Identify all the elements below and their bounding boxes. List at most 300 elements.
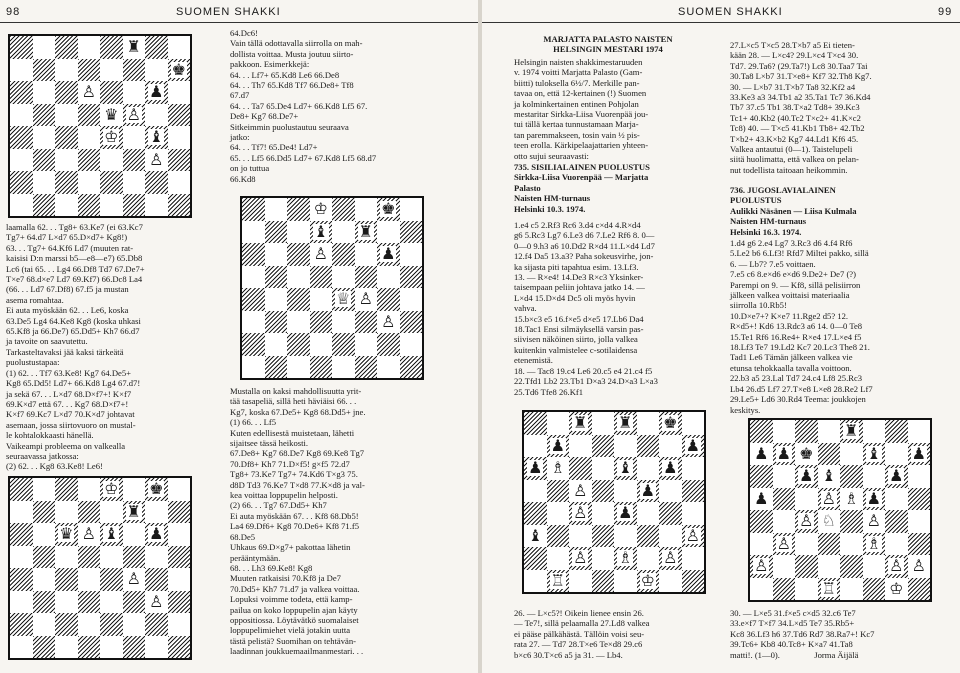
text-line: Kg8 65.Dd5! Ld7+ 66.Kd8 Lg4 67.d7! — [6, 378, 141, 389]
text-line: (2) 62. . . Kg8 63.Ke8! Le6! — [6, 461, 103, 472]
board-square-d8 — [78, 478, 101, 501]
board-square-b5 — [547, 480, 570, 503]
text-line: kuitenkin valmistelee c-sotilaidensa — [514, 344, 638, 355]
board-square-c7 — [55, 59, 78, 82]
board-square-e7 — [332, 221, 355, 244]
board-square-h5 — [400, 266, 423, 289]
board-square-h7 — [400, 221, 423, 244]
text-line: 64. . . Th7 65.Kd8 Tf7 66.De8+ Tf8 — [230, 80, 354, 91]
diagram-right-2 — [748, 418, 932, 602]
board-square-c2 — [795, 555, 818, 578]
board-square-g2 — [145, 171, 168, 194]
board-square-d2 — [78, 171, 101, 194]
board-square-c1 — [55, 194, 78, 217]
board-square-a3 — [10, 149, 33, 172]
board-square-c5 — [55, 104, 78, 127]
board-square-a5 — [524, 480, 547, 503]
board-square-f6 — [123, 523, 146, 546]
text-line: (2) 66. . . Tg7 67.Dd5+ Kh7 — [230, 500, 327, 511]
text-line: Helsinki 10.3. 1974. — [514, 203, 586, 214]
chess-piece-icon: ♙ — [358, 289, 373, 309]
running-title-left: SUOMEN SHAKKI — [176, 6, 281, 18]
board-square-d2 — [78, 613, 101, 636]
board-square-a2 — [10, 613, 33, 636]
board-square-h3 — [168, 149, 191, 172]
board-square-b3 — [33, 591, 56, 614]
text-line: ei pääse pälkähästä. Tällöin voisi seu- — [514, 628, 645, 639]
board-square-d4 — [78, 126, 101, 149]
text-line: Lopuksi voimme todeta, että kamp- — [230, 594, 353, 605]
board-square-e2 — [100, 171, 123, 194]
board-square-e7 — [840, 443, 863, 466]
board-square-g3 — [377, 311, 400, 334]
text-line: 18.Lf3 Te7 19.Ld2 Kc7 20.Lc3 The8 21. — [730, 342, 870, 353]
board-square-c3 — [287, 311, 310, 334]
chess-piece-icon: ♗ — [866, 533, 881, 553]
board-square-g7 — [145, 59, 168, 82]
board-square-c8 — [795, 420, 818, 443]
chess-piece-icon: ♚ — [381, 199, 396, 219]
board-square-d1 — [310, 356, 333, 379]
board-square-e8 — [100, 478, 123, 501]
board-square-a8 — [10, 478, 33, 501]
board-square-b5 — [33, 104, 56, 127]
text-line: siitä huolimatta, että valkea on pelan- — [730, 154, 859, 165]
board-square-d8 — [818, 420, 841, 443]
board-square-h4 — [400, 288, 423, 311]
text-line: Tarkasteltavaksi jää kaksi tärkeätä — [6, 346, 124, 357]
board-square-e8 — [614, 412, 637, 435]
board-square-g6 — [885, 465, 908, 488]
board-square-c1 — [569, 570, 592, 593]
board-square-g8 — [145, 478, 168, 501]
chess-piece-icon: ♙ — [911, 556, 926, 576]
board-square-a1 — [10, 636, 33, 659]
board-square-a2 — [750, 555, 773, 578]
text-line: puolustustapaa: — [6, 357, 60, 368]
board-square-b8 — [547, 412, 570, 435]
board-square-h6 — [168, 81, 191, 104]
board-square-g5 — [377, 266, 400, 289]
board-square-b6 — [265, 243, 288, 266]
board-square-e8 — [332, 198, 355, 221]
board-square-f5 — [355, 266, 378, 289]
board-square-c2 — [55, 613, 78, 636]
board-square-g5 — [145, 104, 168, 127]
board-square-c7 — [55, 501, 78, 524]
board-square-g4 — [885, 510, 908, 533]
board-square-a3 — [750, 533, 773, 556]
board-square-h2 — [908, 555, 931, 578]
board-square-b4 — [773, 510, 796, 533]
board-square-d3 — [78, 149, 101, 172]
game-736-moves — [730, 238, 954, 415]
board-square-c6 — [569, 457, 592, 480]
text-line: Sitkeimmin puolustautuu seuraava — [230, 121, 349, 132]
chess-piece-icon: ♛ — [59, 524, 74, 544]
chess-piece-icon: ♚ — [171, 59, 186, 79]
text-line: 22.b3 a5 23.Lal Td7 24.c4 Lf8 25.Rc3 — [730, 373, 863, 384]
text-line: kään 28. — L×c4? 29.L×c4 T×c4 30. — [730, 50, 859, 61]
board-square-c3 — [795, 533, 818, 556]
text-line: 68. . . Lh3 69.Ke8! Kg8 — [230, 562, 313, 573]
board-square-a5 — [750, 488, 773, 511]
board-square-f8 — [863, 420, 886, 443]
text-line: siirrolla 10.Rb5! — [730, 300, 787, 311]
board-square-h4 — [168, 126, 191, 149]
board-square-d4 — [592, 502, 615, 525]
text-line: Vaikeampi probleema on valkealla — [6, 440, 126, 451]
board-square-e5 — [100, 546, 123, 569]
chess-piece-icon: ♙ — [149, 149, 164, 169]
chess-piece-icon: ♜ — [618, 413, 633, 433]
board-square-d1 — [818, 578, 841, 601]
chess-piece-icon: ♔ — [313, 199, 328, 219]
left-col1-text — [6, 222, 224, 472]
board-square-g7 — [885, 443, 908, 466]
text-line: jälkeen valkea voittaisi materiaalia — [730, 290, 850, 301]
chess-piece-icon: ♟ — [754, 443, 769, 463]
board-square-b1 — [33, 636, 56, 659]
chess-piece-icon: ♗ — [550, 458, 565, 478]
board-square-a8 — [242, 198, 265, 221]
board-square-h2 — [168, 613, 191, 636]
board-square-d7 — [592, 435, 615, 458]
chess-piece-icon: ♙ — [889, 556, 904, 576]
board-square-e1 — [332, 356, 355, 379]
board-square-b2 — [547, 547, 570, 570]
board-square-d5 — [592, 480, 615, 503]
chess-piece-icon: ♟ — [889, 466, 904, 486]
text-line: 65.Kf8 ja 66.De7) 65.Dd5+ Kh7 66.d7 — [6, 326, 140, 337]
board-square-h6 — [400, 243, 423, 266]
board-square-d5 — [78, 104, 101, 127]
board-square-h7 — [168, 501, 191, 524]
text-line: 64. . . Lf7+ 65.Kd8 Le6 66.De8 — [230, 69, 340, 80]
text-line: 6. — Lb7? 7.e5 voittaen. — [730, 258, 816, 269]
board-square-e1 — [840, 578, 863, 601]
game-735-heading — [514, 162, 710, 214]
text-line: 69.K×d7 että 67. . . Kg7 68.D×f7+! — [6, 398, 129, 409]
chess-piece-icon: ♟ — [381, 244, 396, 264]
board-square-d6 — [310, 243, 333, 266]
board-square-b3 — [547, 525, 570, 548]
game-735-conclusion — [730, 40, 954, 175]
text-line: perääntymään. — [230, 552, 281, 563]
text-line: K×f7 69.Kc7 L×d7 70.K×d7 johtavat — [6, 409, 135, 420]
board-square-d4 — [818, 510, 841, 533]
board-square-h8 — [908, 420, 931, 443]
chess-piece-icon: ♜ — [844, 421, 859, 441]
board-square-g8 — [377, 198, 400, 221]
text-line: 736. JUGOSLAVIALAINEN — [730, 185, 836, 195]
board-square-c5 — [287, 266, 310, 289]
board-square-b6 — [33, 81, 56, 104]
board-square-d2 — [818, 555, 841, 578]
board-square-a6 — [242, 243, 265, 266]
chess-piece-icon: ♜ — [126, 37, 141, 57]
board-square-f1 — [355, 356, 378, 379]
text-line: d8D Td3 76.Ke7 T×d8 77.K×d8 ja val- — [230, 479, 365, 490]
chess-piece-icon: ♚ — [799, 443, 814, 463]
text-line: PUOLUSTUS — [730, 195, 782, 206]
board-square-e6 — [840, 465, 863, 488]
board-square-e4 — [100, 126, 123, 149]
board-square-f4 — [123, 568, 146, 591]
text-line: laamalla 62. . . Tg8+ 63.Ke7 (ei 63.Kc7 — [6, 222, 143, 232]
chess-piece-icon: ♝ — [821, 466, 836, 486]
right-page — [482, 0, 960, 673]
text-line: L×d4 15.D×d4 Dc5 oli myös hyvin — [514, 292, 636, 303]
board-square-c3 — [55, 591, 78, 614]
board-square-g6 — [145, 81, 168, 104]
text-line: 67.De8+ Kg7 68.De7 Kg8 69.Ke8 Tg7 — [230, 448, 365, 459]
board-square-a3 — [524, 525, 547, 548]
chess-piece-icon: ♗ — [844, 488, 859, 508]
text-line: Tg7+ 64.d7 L×d7 65.D×d7+ Kg8!) — [6, 232, 128, 243]
text-line: 27.L×c5 T×c5 28.T×b7 a5 Ei tieten- — [730, 40, 855, 50]
chess-piece-icon: ♔ — [640, 570, 655, 590]
board-square-a5 — [10, 104, 33, 127]
board-square-g3 — [659, 525, 682, 548]
text-line: vahva. — [514, 303, 537, 314]
text-line: Helsinki 16.3. 1974. — [730, 226, 802, 237]
board-square-a7 — [10, 59, 33, 82]
text-line: R×d5+! Kd6 13.Rdc3 a6 14. 0—0 Te8 — [730, 321, 863, 332]
board-square-e3 — [100, 149, 123, 172]
text-line: kea voittaa loppupelin helposti. — [230, 490, 338, 501]
board-square-h8 — [400, 198, 423, 221]
text-line: Palasto — [514, 182, 541, 193]
article-intro — [514, 57, 710, 161]
board-square-a5 — [242, 266, 265, 289]
text-line: Tc1+ 40.Kb2 (40.Tc2 T×c2+ 41.K×c2 — [730, 112, 861, 123]
text-line: Tad1 Le6 Tämän jälkeen valkea vie — [730, 352, 853, 363]
chess-piece-icon: ♙ — [776, 533, 791, 553]
board-square-f6 — [355, 243, 378, 266]
chess-piece-icon: ♙ — [754, 556, 769, 576]
text-line: 64. . . Ta7 65.De4 Ld7+ 66.Kd8 Lf5 67. — [230, 100, 368, 111]
text-line: 63. . . Tg7+ 64.Kf6 Ld7 (muuten rat- — [6, 242, 134, 253]
board-square-a8 — [10, 36, 33, 59]
board-square-f3 — [637, 525, 660, 548]
board-square-h3 — [682, 525, 705, 548]
board-square-d3 — [592, 525, 615, 548]
board-square-c6 — [55, 81, 78, 104]
board-square-a1 — [10, 194, 33, 217]
board-square-c4 — [795, 510, 818, 533]
text-line: La4 69.Df6+ Kg8 70.De6+ Kf8 71.f5 — [230, 521, 360, 532]
board-square-g3 — [885, 533, 908, 556]
board-square-d4 — [310, 288, 333, 311]
text-line: Lb4 26.d5 Lf7 27.T×e8 L×e8 28.Re2 Lf7 — [730, 383, 873, 394]
board-square-a2 — [242, 333, 265, 356]
board-square-d7 — [818, 443, 841, 466]
text-line: tää tasapeliä, sillä heti häviäisi 66. . . — [230, 396, 357, 407]
diagram-right-1 — [522, 410, 706, 594]
text-line: ja tavoite on saavutettu. — [6, 336, 88, 347]
page-number-right: 99 — [938, 6, 953, 18]
board-square-f5 — [637, 480, 660, 503]
text-line: Aulikki Näsänen — Liisa Kulmala — [730, 205, 857, 216]
text-line: 1.d4 g6 2.e4 Lg7 3.Rc3 d6 4.f4 Rf6 — [730, 238, 853, 248]
board-square-h3 — [168, 591, 191, 614]
board-square-a4 — [242, 288, 265, 311]
text-line: jatko: — [230, 132, 250, 143]
text-line: Naisten HM-turnaus — [514, 193, 591, 204]
header-rule-right — [482, 22, 960, 23]
board-square-e5 — [332, 266, 355, 289]
chess-piece-icon: ♙ — [126, 569, 141, 589]
text-line: 33.Ke3 a3 34.Tb1 a2 35.Ta1 Tc7 36.Kd4 — [730, 92, 871, 103]
board-square-d1 — [78, 636, 101, 659]
board-square-b3 — [773, 533, 796, 556]
board-square-a6 — [524, 457, 547, 480]
board-square-h8 — [168, 36, 191, 59]
board-square-e2 — [840, 555, 863, 578]
board-square-f2 — [355, 333, 378, 356]
board-square-g7 — [377, 221, 400, 244]
board-square-e3 — [332, 311, 355, 334]
board-square-f5 — [123, 104, 146, 127]
chess-piece-icon: ♟ — [149, 82, 164, 102]
board-square-h3 — [400, 311, 423, 334]
board-square-c8 — [55, 36, 78, 59]
chess-piece-icon: ♙ — [381, 311, 396, 331]
board-square-b1 — [773, 578, 796, 601]
board-square-d6 — [78, 523, 101, 546]
board-square-f2 — [637, 547, 660, 570]
board-square-d6 — [818, 465, 841, 488]
board-square-b7 — [265, 221, 288, 244]
chess-piece-icon: ♙ — [573, 503, 588, 523]
board-square-e6 — [100, 81, 123, 104]
board-square-h4 — [168, 568, 191, 591]
board-square-g4 — [145, 568, 168, 591]
board-square-a6 — [10, 523, 33, 546]
chess-piece-icon: ♚ — [663, 413, 678, 433]
board-square-h5 — [168, 104, 191, 127]
board-square-c6 — [287, 243, 310, 266]
board-square-h1 — [908, 578, 931, 601]
text-line: Naisten HM-turnaus — [730, 216, 807, 227]
board-square-e4 — [840, 510, 863, 533]
board-square-h8 — [682, 412, 705, 435]
board-square-g6 — [659, 457, 682, 480]
text-line: Td7. 29.Ta6? (29.Ta7!) Lc8 30.Taa7 Tai — [730, 60, 868, 71]
chess-piece-icon: ♜ — [573, 413, 588, 433]
board-square-e4 — [332, 288, 355, 311]
board-square-h6 — [908, 465, 931, 488]
chess-piece-icon: ♙ — [821, 488, 836, 508]
board-square-g7 — [659, 435, 682, 458]
chess-piece-icon: ♔ — [104, 479, 119, 499]
text-line: (1) 62. . . Tf7 63.Ke8! Kg7 64.De5+ — [6, 367, 131, 378]
board-square-g1 — [145, 636, 168, 659]
left-col2-top-text — [230, 28, 470, 184]
board-square-g2 — [145, 613, 168, 636]
board-square-h1 — [400, 356, 423, 379]
text-line: mestaritar Sirkka-Liisa Vuorenpää jou- — [514, 109, 649, 120]
board-square-c1 — [55, 636, 78, 659]
board-square-g8 — [659, 412, 682, 435]
text-line: 15.b×c3 e5 16.f×e5 d×e5 17.Lb6 Da4 — [514, 313, 644, 324]
text-line: 15.Te1 Rf6 16.Re4+ R×e4 17.L×e4 f5 — [730, 331, 862, 342]
board-square-a7 — [242, 221, 265, 244]
board-square-g7 — [145, 501, 168, 524]
board-square-f8 — [123, 478, 146, 501]
chess-piece-icon: ♟ — [663, 458, 678, 478]
text-line: g6 5.Rc3 Lg7 6.Le3 d6 7.Le2 Rf6 8. 0— — [514, 230, 655, 241]
board-square-e3 — [840, 533, 863, 556]
board-square-f8 — [637, 412, 660, 435]
text-line: T×e7 68.d×e7 Ld7 69.Kf7) 66.Dc8 La4 — [6, 274, 143, 285]
chess-piece-icon: ♘ — [821, 511, 836, 531]
text-line: 33.e×f7 T×f7 34.L×d5 Te7 35.Rb5+ — [730, 618, 855, 629]
board-square-g2 — [659, 547, 682, 570]
board-square-d7 — [78, 59, 101, 82]
chess-piece-icon: ♟ — [550, 435, 565, 455]
text-line: taisempaan peliin johtava jatko 14. — — [514, 282, 645, 293]
board-square-b5 — [773, 488, 796, 511]
board-square-g5 — [885, 488, 908, 511]
chess-piece-icon: ♙ — [81, 82, 96, 102]
text-line: rata 27. — Td7 28.T×e6 Te×d8 29.c6 — [514, 639, 643, 650]
board-square-b6 — [33, 523, 56, 546]
board-square-c1 — [795, 578, 818, 601]
chess-piece-icon: ♛ — [104, 104, 119, 124]
board-square-e1 — [614, 570, 637, 593]
board-square-f3 — [123, 149, 146, 172]
board-square-g4 — [659, 502, 682, 525]
board-square-f2 — [863, 555, 886, 578]
article-title: MARJATTA PALASTO NAISTEN HELSINGIN MESTARI 1974 — [543, 34, 675, 55]
text-line: 67.d7 — [230, 90, 250, 101]
board-square-h6 — [168, 523, 191, 546]
text-line: 30. — L×e5 31.f×e5 c×d5 32.c6 Te7 — [730, 608, 856, 618]
board-square-c7 — [795, 443, 818, 466]
text-line: tavaa on, että 12-kertainen (!) Suomen — [514, 88, 647, 99]
chess-piece-icon: ♟ — [754, 488, 769, 508]
text-line: oppositiossa. Löytävätkö suomalaiset — [230, 614, 359, 625]
text-line: v. 1974 voitti Marjatta Palasto (Gam- — [514, 67, 643, 78]
text-line: teen erolla. Kärkipelaajattarien yhteen- — [514, 140, 649, 151]
board-square-d7 — [310, 221, 333, 244]
board-square-g1 — [145, 194, 168, 217]
board-square-e8 — [100, 36, 123, 59]
board-square-h1 — [168, 194, 191, 217]
game-736-continuation — [730, 608, 954, 660]
board-square-a6 — [10, 81, 33, 104]
text-line: 12.f4 Da5 13.a3? Paha sokeusvirhe, jon- — [514, 251, 654, 262]
board-square-d6 — [592, 457, 615, 480]
text-line: — Te7!, sillä pelaamalla 27.Ld8 valkea — [514, 618, 650, 629]
text-line: 7.e5 c6 8.e×d6 e×d6 9.De2+ De7 (?) — [730, 269, 856, 280]
board-square-b2 — [773, 555, 796, 578]
text-line: matti!. (1—0). Jorma Äijälä — [730, 649, 859, 660]
board-square-h7 — [908, 443, 931, 466]
chess-piece-icon: ♜ — [126, 501, 141, 521]
board-square-f3 — [123, 591, 146, 614]
board-square-a4 — [10, 126, 33, 149]
board-square-h6 — [682, 457, 705, 480]
text-line: keskitys. — [730, 404, 761, 415]
text-line: ja kolminkertainen entinen Pohjolan — [514, 98, 639, 109]
text-line: De8+ Kg7 68.De7+ — [230, 111, 299, 122]
text-line: 735. SISILIALAINEN PUOLUSTUS — [514, 162, 650, 172]
board-square-e7 — [100, 501, 123, 524]
board-square-c8 — [55, 478, 78, 501]
